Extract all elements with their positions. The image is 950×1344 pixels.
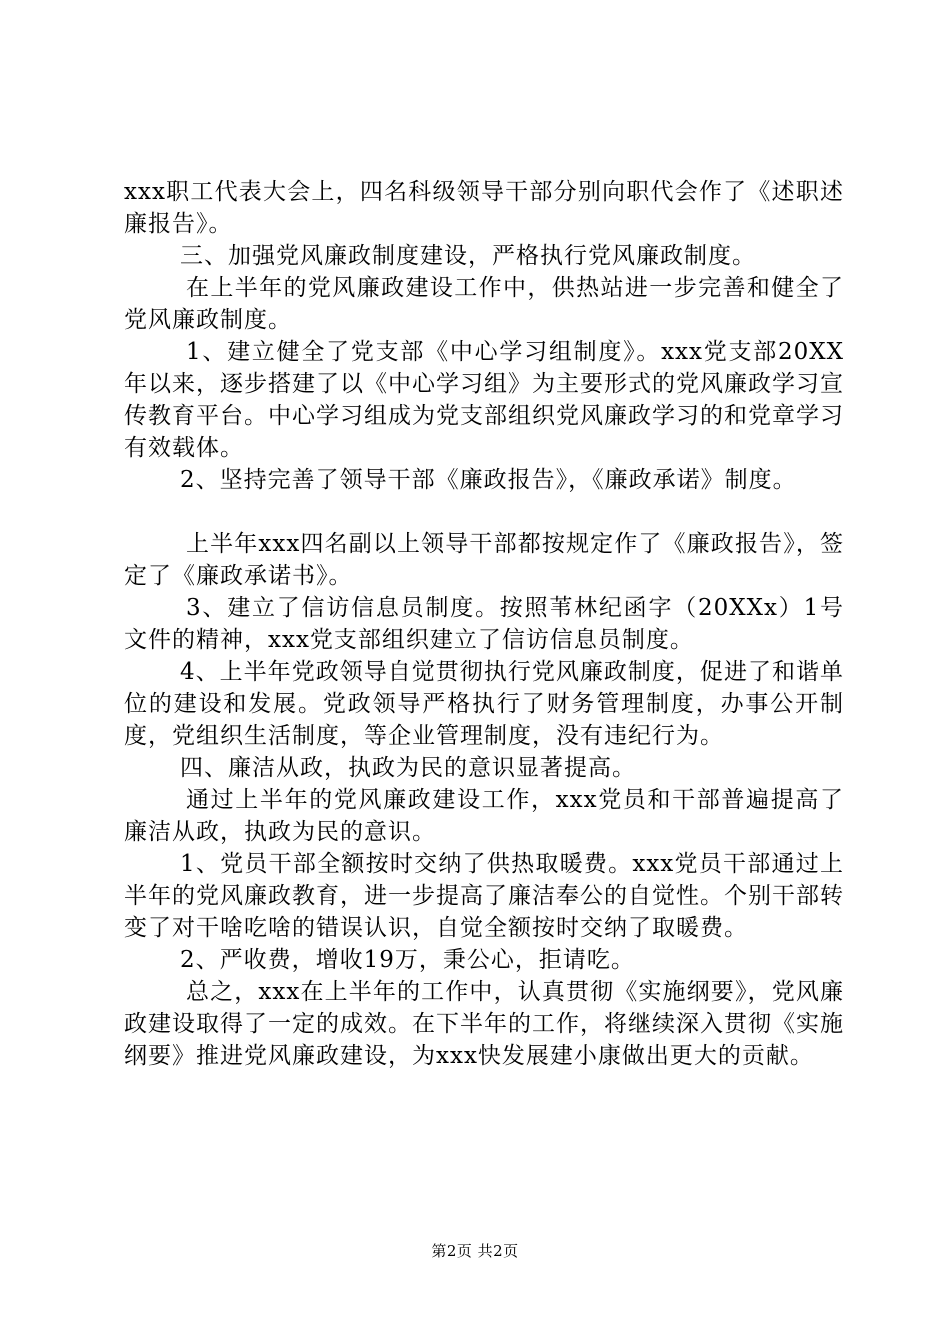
list-item: 2、坚持完善了领导干部《廉政报告》，《廉政承诺》制度。 <box>180 467 797 493</box>
document-body <box>124 176 844 1072</box>
paragraph: 在上半年的党风廉政建设工作中，供热站进一步完善和健全了党风廉政制度。 <box>124 275 844 333</box>
list-item: 1、建立健全了党支部《中心学习组制度》。xxx党支部20XX年以来，逐步搭建了以《中心学习组》为主要形式的党风廉政学习宣传教育平台。中心学习组成为党支部组织党风廉政学习的和党章学习有效载体。 <box>124 339 844 461</box>
paragraph: 通过上半年的党风廉政建设工作，xxx党员和干部普遍提高了廉洁从政，执政为民的意识。 <box>124 787 844 845</box>
list-item: 3、建立了信访信息员制度。按照苇林纪函字（20XXx）1号文件的精神，xxx党支部组织建立了信访信息员制度。 <box>124 595 844 653</box>
page-number-footer: 第2页 共2页 <box>431 1242 519 1260</box>
list-item: 4、上半年党政领导自觉贯彻执行党风廉政制度，促进了和谐单位的建设和发展。党政领导严格执行了财务管理制度，办事公开制度，党组织生活制度，等企业管理制度，没有违纪行为。 <box>124 659 844 749</box>
list-item: 1、党员干部全额按时交纳了供热取暖费。xxx党员干部通过上半年的党风廉政教育，进一步提高了廉洁奉公的自觉性。个别干部转变了对干啥吃啥的错误认识，自觉全额按时交纳了取暖费。 <box>124 851 844 941</box>
conclusion-paragraph: 总之，xxx在上半年的工作中，认真贯彻《实施纲要》，党风廉政建设取得了一定的成效。在下半年的工作，将继续深入贯彻《实施纲要》推进党风廉政建设，为xxx快发展建小康做出更大的贡献。 <box>124 979 844 1069</box>
paragraph: 上半年xxx四名副以上领导干部都按规定作了《廉政报告》，签定了《廉政承诺书》。 <box>124 531 844 589</box>
section-heading-4: 四、廉洁从政，执政为民的意识显著提高。 <box>180 755 636 781</box>
list-item: 2、严收费，增收19万，秉公心，拒请吃。 <box>180 947 635 973</box>
section-heading-3: 三、加强党风廉政制度建设，严格执行党风廉政制度。 <box>180 243 756 269</box>
paragraph: xxx职工代表大会上，四名科级领导干部分别向职代会作了《述职述廉报告》。 <box>124 179 844 237</box>
